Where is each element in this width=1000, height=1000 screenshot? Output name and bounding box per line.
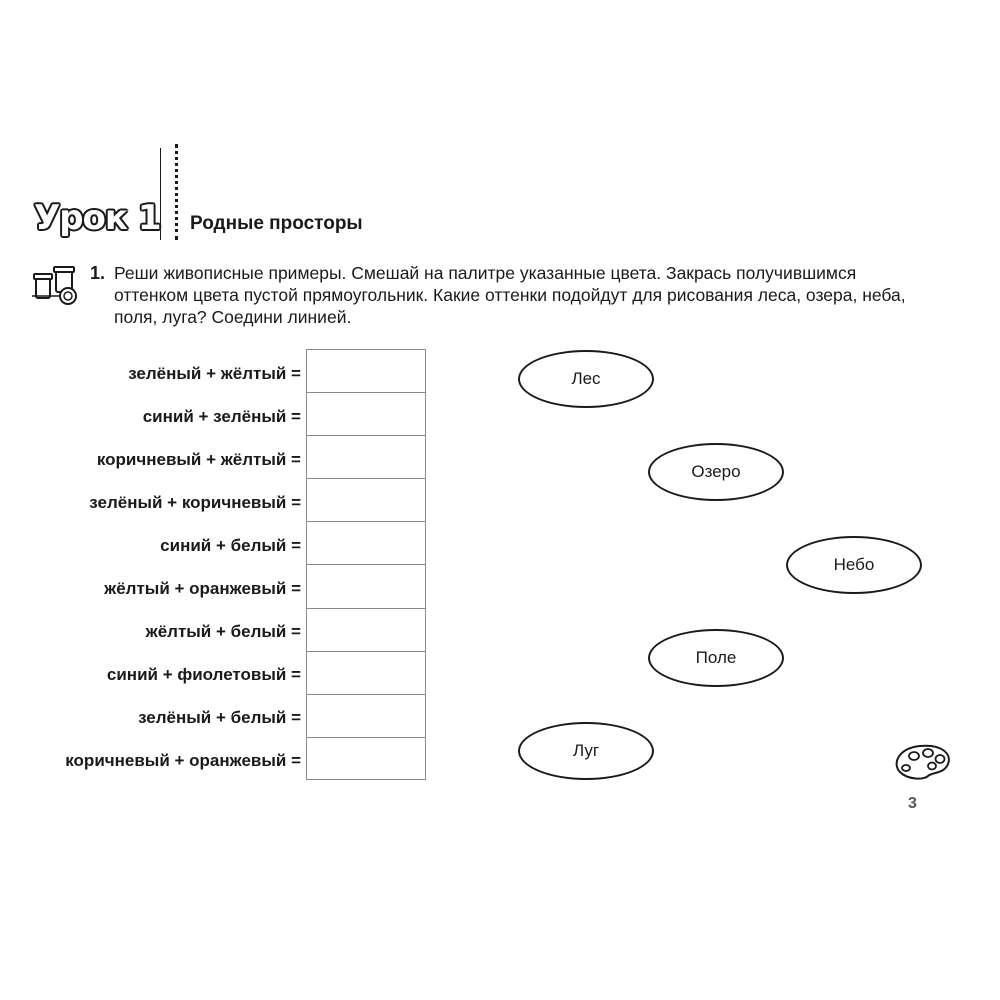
equation-10: коричневый + оранжевый = [65,751,301,770]
page-number: 3 [908,795,917,812]
equation-6: жёлтый + оранжевый = [104,579,301,598]
oval-meadow[interactable]: Луг [518,722,654,780]
equation-3: коричневый + жёлтый = [96,450,301,469]
equation-8: синий + фиолетовый = [106,665,301,684]
equation-7: жёлтый + белый = [145,622,301,641]
color-boxes-column [306,349,426,780]
lesson-title: Урок 1 [34,198,161,238]
lesson-topic: Родные просторы [190,213,363,234]
task-number: 1. [90,263,106,283]
header-divider [160,148,161,240]
color-box-1[interactable] [307,350,425,393]
oval-lake[interactable]: Озеро [648,443,784,501]
color-box-2[interactable] [307,393,425,436]
color-box-9[interactable] [307,695,425,738]
equation-2: синий + зелёный = [142,407,301,426]
oval-forest[interactable]: Лес [518,350,654,408]
oval-field[interactable]: Поле [648,629,784,687]
palette-icon [892,742,954,782]
color-box-5[interactable] [307,522,425,565]
equation-4: зелёный + коричневый = [89,493,301,512]
color-box-7[interactable] [307,609,425,652]
equation-1: зелёный + жёлтый = [128,364,301,383]
color-box-4[interactable] [307,479,425,522]
oval-sky[interactable]: Небо [786,536,922,594]
color-box-6[interactable] [307,565,425,608]
task-instructions: Реши живописные примеры. Смешай на палитре указанные цвета. Закрась получившимся оттенком цвета пустой прямоугольник. Какие оттенки подойдут для рисования леса, озера, неба, поля, луга? Соедини линией. [114,263,906,327]
header-dotted-divider [175,144,178,240]
color-box-10[interactable] [307,738,425,781]
equation-5: синий + белый = [160,536,301,555]
paint-jars-icon [30,266,80,306]
color-box-3[interactable] [307,436,425,479]
equation-9: зелёный + белый = [138,708,301,727]
color-box-8[interactable] [307,652,425,695]
